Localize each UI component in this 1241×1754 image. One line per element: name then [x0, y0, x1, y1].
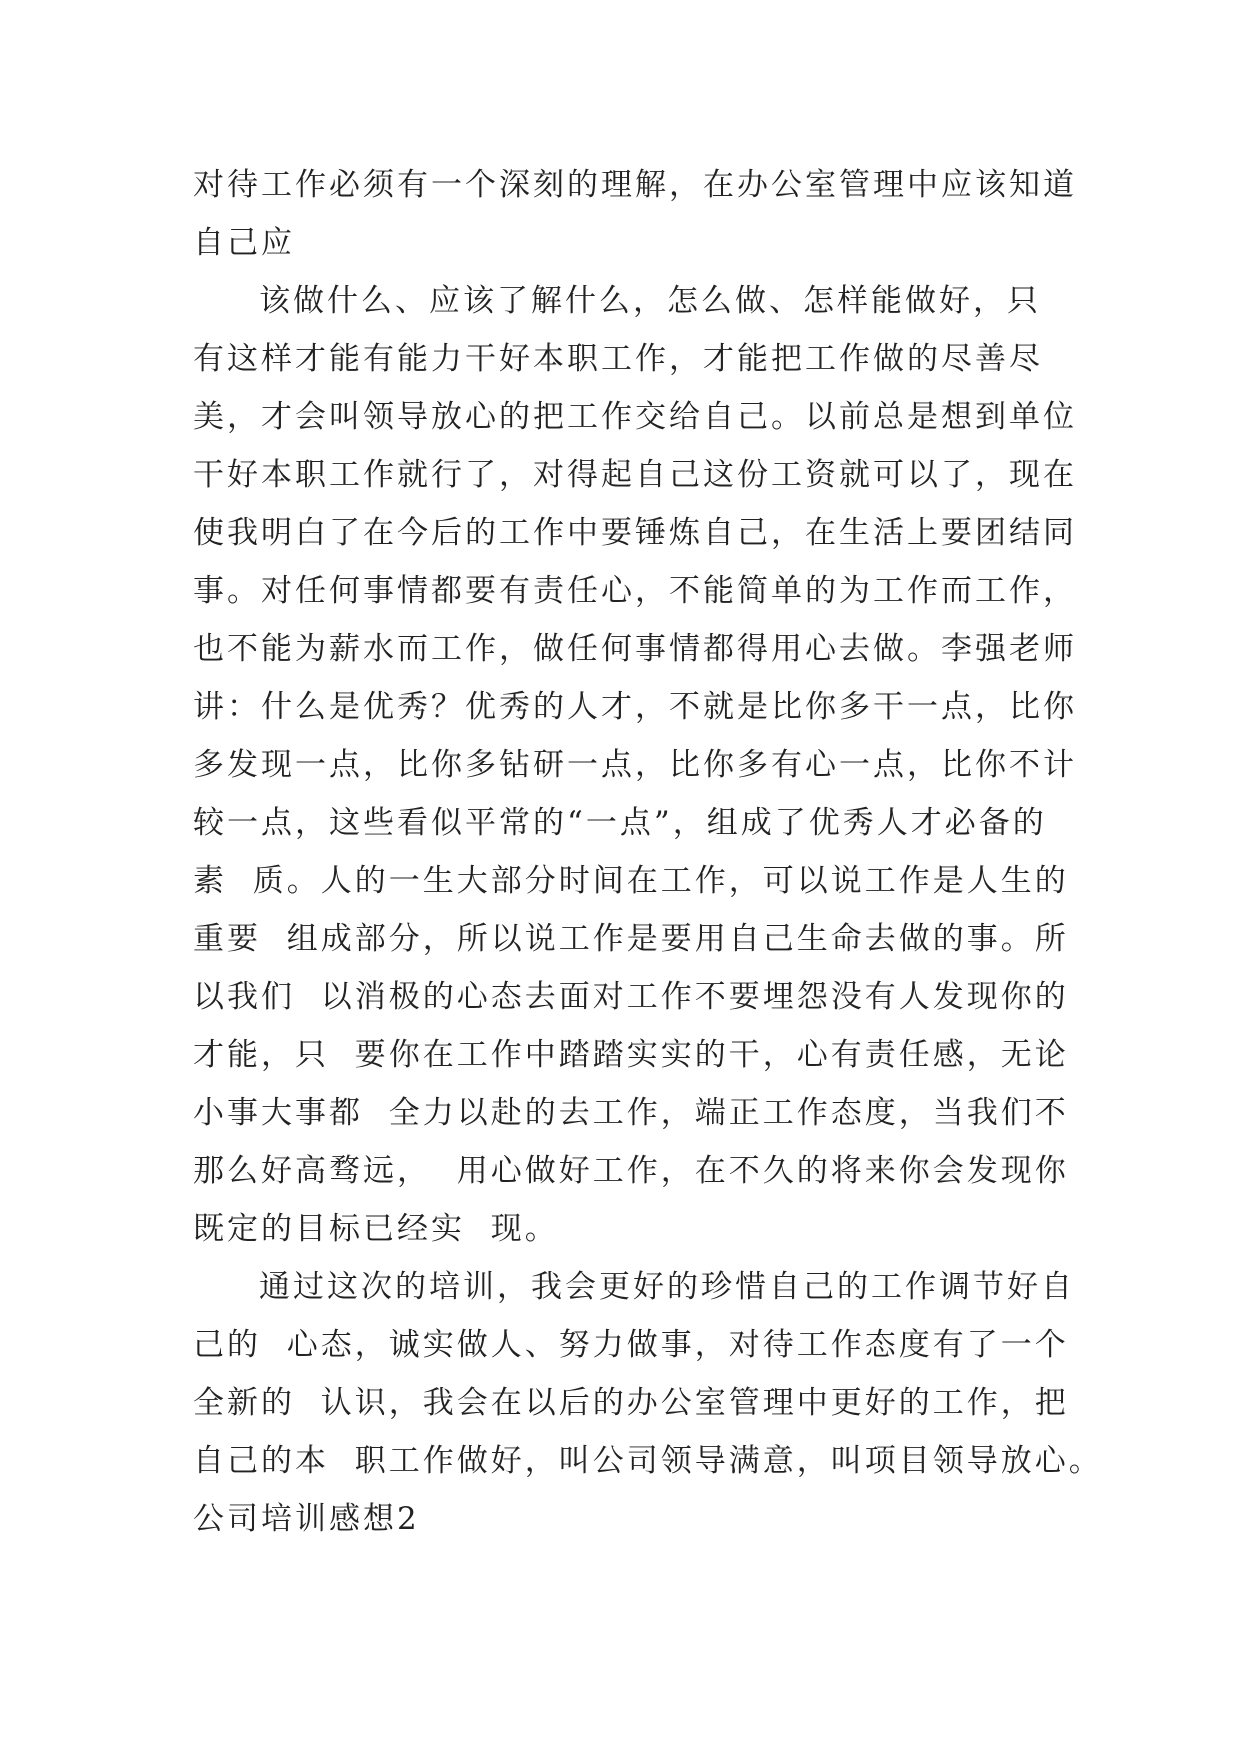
text-line: 素 质。人的一生大部分时间在工作，可以说工作是人生的: [193, 863, 1069, 899]
text-line: 重要 组成部分，所以说工作是要用自己生命去做的事。所: [193, 921, 1069, 957]
text-line: 自己应: [193, 225, 295, 261]
text-line: 既定的目标已经实 现。: [193, 1211, 559, 1247]
paragraph-start-line: 通过这次的培训，我会更好的珍惜自己的工作调节好自: [259, 1269, 1075, 1305]
document-body: [193, 156, 1103, 1548]
text-line: 己的 心态，诚实做人、努力做事，对待工作态度有了一个: [193, 1327, 1069, 1363]
text-line: 以我们 以消极的心态去面对工作不要埋怨没有人发现你的: [193, 979, 1069, 1015]
text-line: 自己的本 职工作做好，叫公司领导满意，叫项目领导放心。: [193, 1443, 1103, 1479]
text-line: 那么好高骛远， 用心做好工作，在不久的将来你会发现你: [193, 1153, 1069, 1189]
text-line: 使我明白了在今后的工作中要锤炼自己，在生活上要团结同: [193, 515, 1077, 551]
text-line: 干好本职工作就行了，对得起自己这份工资就可以了，现在: [193, 457, 1077, 493]
text-line: 有这样才能有能力干好本职工作，才能把工作做的尽善尽: [193, 341, 1043, 377]
text-line: 才能，只 要你在工作中踏踏实实的干，心有责任感，无论: [193, 1037, 1069, 1073]
text-line: 较一点，这些看似平常的“一点”，组成了优秀人才必备的: [193, 805, 1047, 841]
text-line: 讲：什么是优秀？优秀的人才，不就是比你多干一点，比你: [193, 689, 1077, 725]
text-line: 美，才会叫领导放心的把工作交给自己。以前总是想到单位: [193, 399, 1077, 435]
text-line: 多发现一点，比你多钻研一点，比你多有心一点，比你不计: [193, 747, 1077, 783]
text-line: 小事大事都 全力以赴的去工作，端正工作态度，当我们不: [193, 1095, 1069, 1131]
section-heading: 公司培训感想2: [193, 1501, 420, 1537]
paragraph-start-line: 该做什么、应该了解什么，怎么做、怎样能做好，只: [259, 283, 1041, 319]
text-line: 也不能为薪水而工作，做任何事情都得用心去做。李强老师: [193, 631, 1077, 667]
text-line: 对待工作必须有一个深刻的理解，在办公室管理中应该知道: [193, 167, 1077, 203]
text-line: 事。对任何事情都要有责任心，不能简单的为工作而工作，: [193, 573, 1077, 609]
text-line: 全新的 认识，我会在以后的办公室管理中更好的工作，把: [193, 1385, 1069, 1421]
